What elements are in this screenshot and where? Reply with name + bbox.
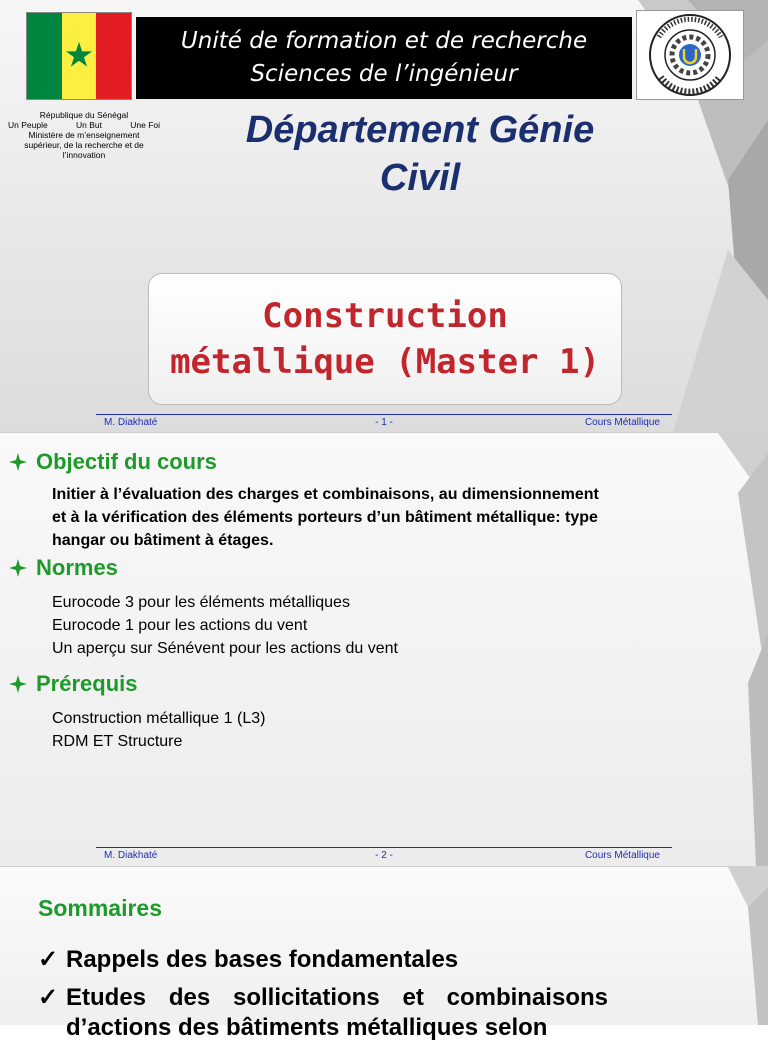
prereq-list [52,707,712,753]
slide-objectives [0,432,768,867]
motto-word: Une Foi [130,120,160,130]
norm-item: Un aperçu sur Sénévent pour les actions du vent [52,640,398,657]
summary-item-label: Rappels des bases fondamentales [66,946,459,973]
checkmark-icon: ✓ [38,984,59,1011]
republic-header [8,110,160,160]
senegal-flag [26,12,132,100]
diamond-bullet-icon [8,674,28,694]
objective-line: et à la vérification des éléments porteurs d’un bâtiment métallique: type [52,509,598,526]
norms-heading [8,555,118,581]
footer-course: Cours Métallique [584,417,660,428]
summary-heading: Sommaires [38,895,163,921]
slide-footer [96,414,672,431]
department-title [190,106,650,202]
republic-name: République du Sénégal [39,110,129,120]
diamond-bullet-icon [8,452,28,472]
slide-title [0,0,768,432]
footer-author: M. Diakhaté [104,850,158,861]
ministry-line: Ministère de m’enseignement [28,130,140,140]
summary-item [38,945,608,975]
slide-footer [96,847,672,864]
course-title-box [148,273,622,405]
motto-word: Un But [75,120,102,130]
norms-heading-label: Normes [36,555,118,580]
slide-summary [0,866,768,1041]
university-seal-logo [636,10,744,100]
checkmark-icon: ✓ [38,946,59,973]
footer-page-number: - 1 - [375,417,393,428]
prereq-heading-label: Prérequis [36,671,138,696]
prereq-item: Construction métallique 1 (L3) [52,710,266,727]
footer-course: Cours Métallique [584,850,660,861]
motto-word: Un Peuple [8,120,48,130]
faculty-subname: Sciences de l’ingénieur [250,61,518,87]
objective-line: hangar ou bâtiment à étages. [52,532,274,549]
ministry-line: supérieur, de la recherche et de [24,140,144,150]
department-line: Civil [379,157,461,199]
objective-line: Initier à l’évaluation des charges et combinaisons, au dimensionnement [52,486,599,503]
objective-heading-label: Objectif du cours [36,449,217,474]
summary-item-label: Etudes des sollicitations et combinaisons d’actions des bâtiments métalliques selon [66,984,608,1041]
objective-heading [8,449,217,475]
prereq-item: RDM ET Structure [52,733,183,750]
prereq-heading [8,671,138,697]
department-line: Département Génie [245,109,595,151]
summary-item [38,983,608,1043]
star-icon: ★ [63,36,95,75]
national-motto [8,120,160,130]
norm-item: Eurocode 1 pour les actions du vent [52,617,308,634]
diamond-bullet-icon [8,558,28,578]
course-title-line: Construction [262,296,508,336]
faculty-name: Unité de formation et de recherche [180,28,588,54]
norms-list [52,591,712,660]
faculty-banner [136,17,632,99]
footer-author: M. Diakhaté [104,417,158,428]
norm-item: Eurocode 3 pour les éléments métalliques [52,594,350,611]
footer-page-number: - 2 - [375,850,393,861]
objective-text [52,483,712,552]
ministry-line: l’innovation [62,150,106,160]
course-title-line: métallique (Master 1) [170,342,600,382]
